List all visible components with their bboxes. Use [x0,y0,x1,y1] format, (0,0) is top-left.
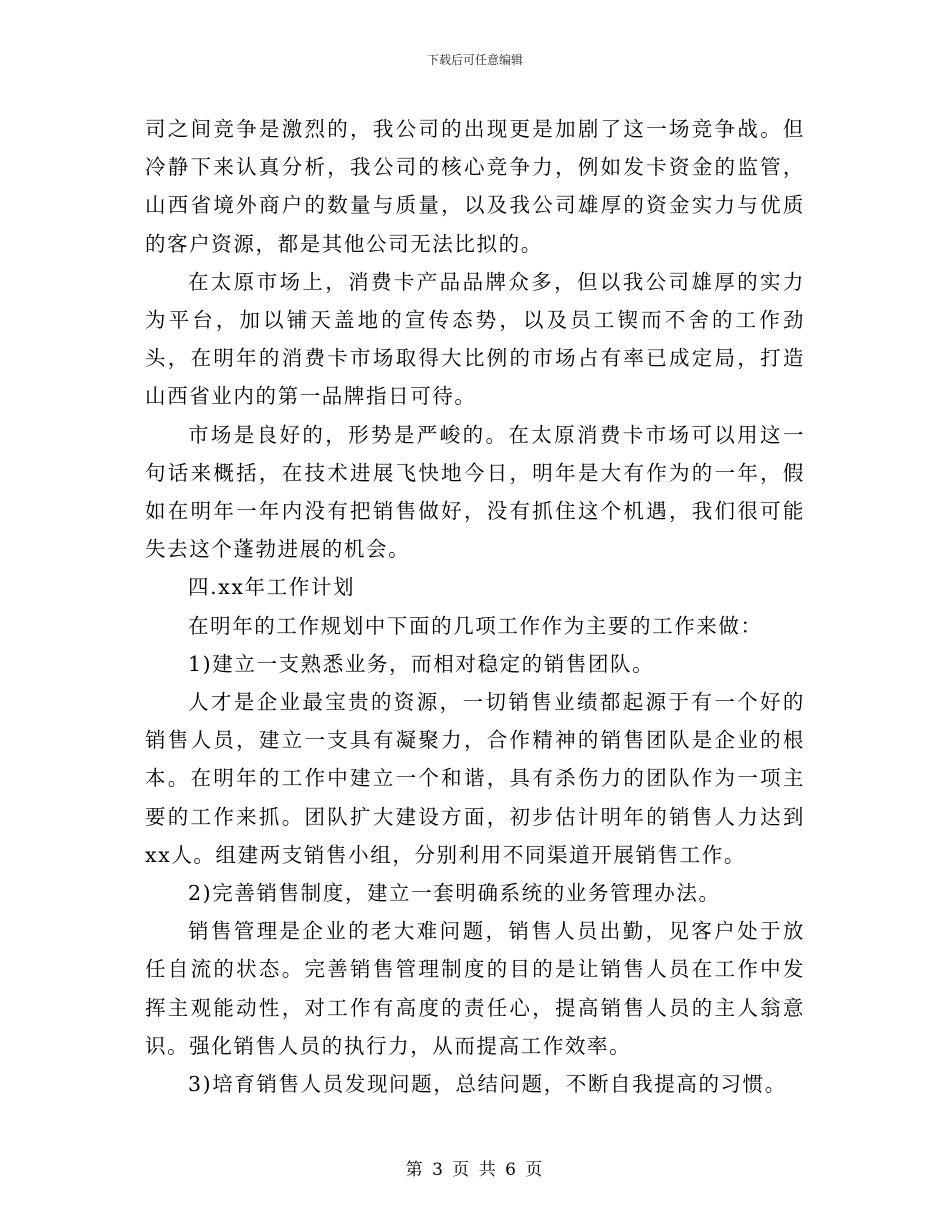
plan-item-1-heading: 1)建立一支熟悉业务，而相对稳定的销售团队。 [188,651,655,676]
section-heading-work-plan: 四.xx年工作计划 [188,575,356,600]
page-header: 下载后可任意编辑 [426,53,523,67]
paragraph-market-brands: 在太原市场上，消费卡产品品牌众多，但以我公司雄厚的实力为平台，加以铺天盖地的宣传态势，以及员工锲而不舍的工作劲头，在明年的消费卡市场取得大比例的市场占有率已成定局，打造山西省业内的第一品牌指日可待。 [145,269,805,409]
paragraph-team-building: 人才是企业最宝贵的资源，一切销售业绩都起源于有一个好的销售人员，建立一支具有凝聚力，合作精神的销售团队是企业的根本。在明年的工作中建立一个和谐，具有杀伤力的团队作为一项主要的工作来抓。团队扩大建设方面，初步估计明年的销售人力达到xx人。组建两支销售小组，分别利用不同渠道开展销售工作。 [145,690,805,867]
paragraph-plan-intro: 在明年的工作规划中下面的几项工作作为主要的工作来做： [188,613,763,638]
paragraph-sales-management: 销售管理是企业的老大难问题，销售人员出勤，见客户处于放任自流的状态。完善销售管理制度的目的是让销售人员在工作中发挥主观能动性，对工作有高度的责任心，提高销售人员的主人翁意识。强化销售人员的执行力，从而提高工作效率。 [145,919,805,1058]
paragraph-continuation: 司之间竞争是激烈的，我公司的出现更是加剧了这一场竞争战。但冷静下来认真分析，我公司的核心竞争力，例如发卡资金的监管，山西省境外商户的数量与质量，以及我公司雄厚的资金实力与优质的客户资源，都是其他公司无法比拟的。 [145,117,805,256]
page-footer: 第 3 页 共 6 页 [405,1160,545,1180]
document-body [145,110,805,1103]
paragraph-market-situation: 市场是良好的，形势是严峻的。在太原消费卡市场可以用这一句话来概括，在技术进展飞快地今日，明年是大有作为的一年，假如在明年一年内没有把销售做好，没有抓住这个机遇，我们很可能失去这个蓬勃进展的机会。 [145,422,805,562]
plan-item-2-heading: 2)完善销售制度，建立一套明确系统的业务管理办法。 [188,881,721,906]
plan-item-3-heading: 3)培育销售人员发现问题，总结问题，不断自我提高的习惯。 [188,1072,787,1097]
